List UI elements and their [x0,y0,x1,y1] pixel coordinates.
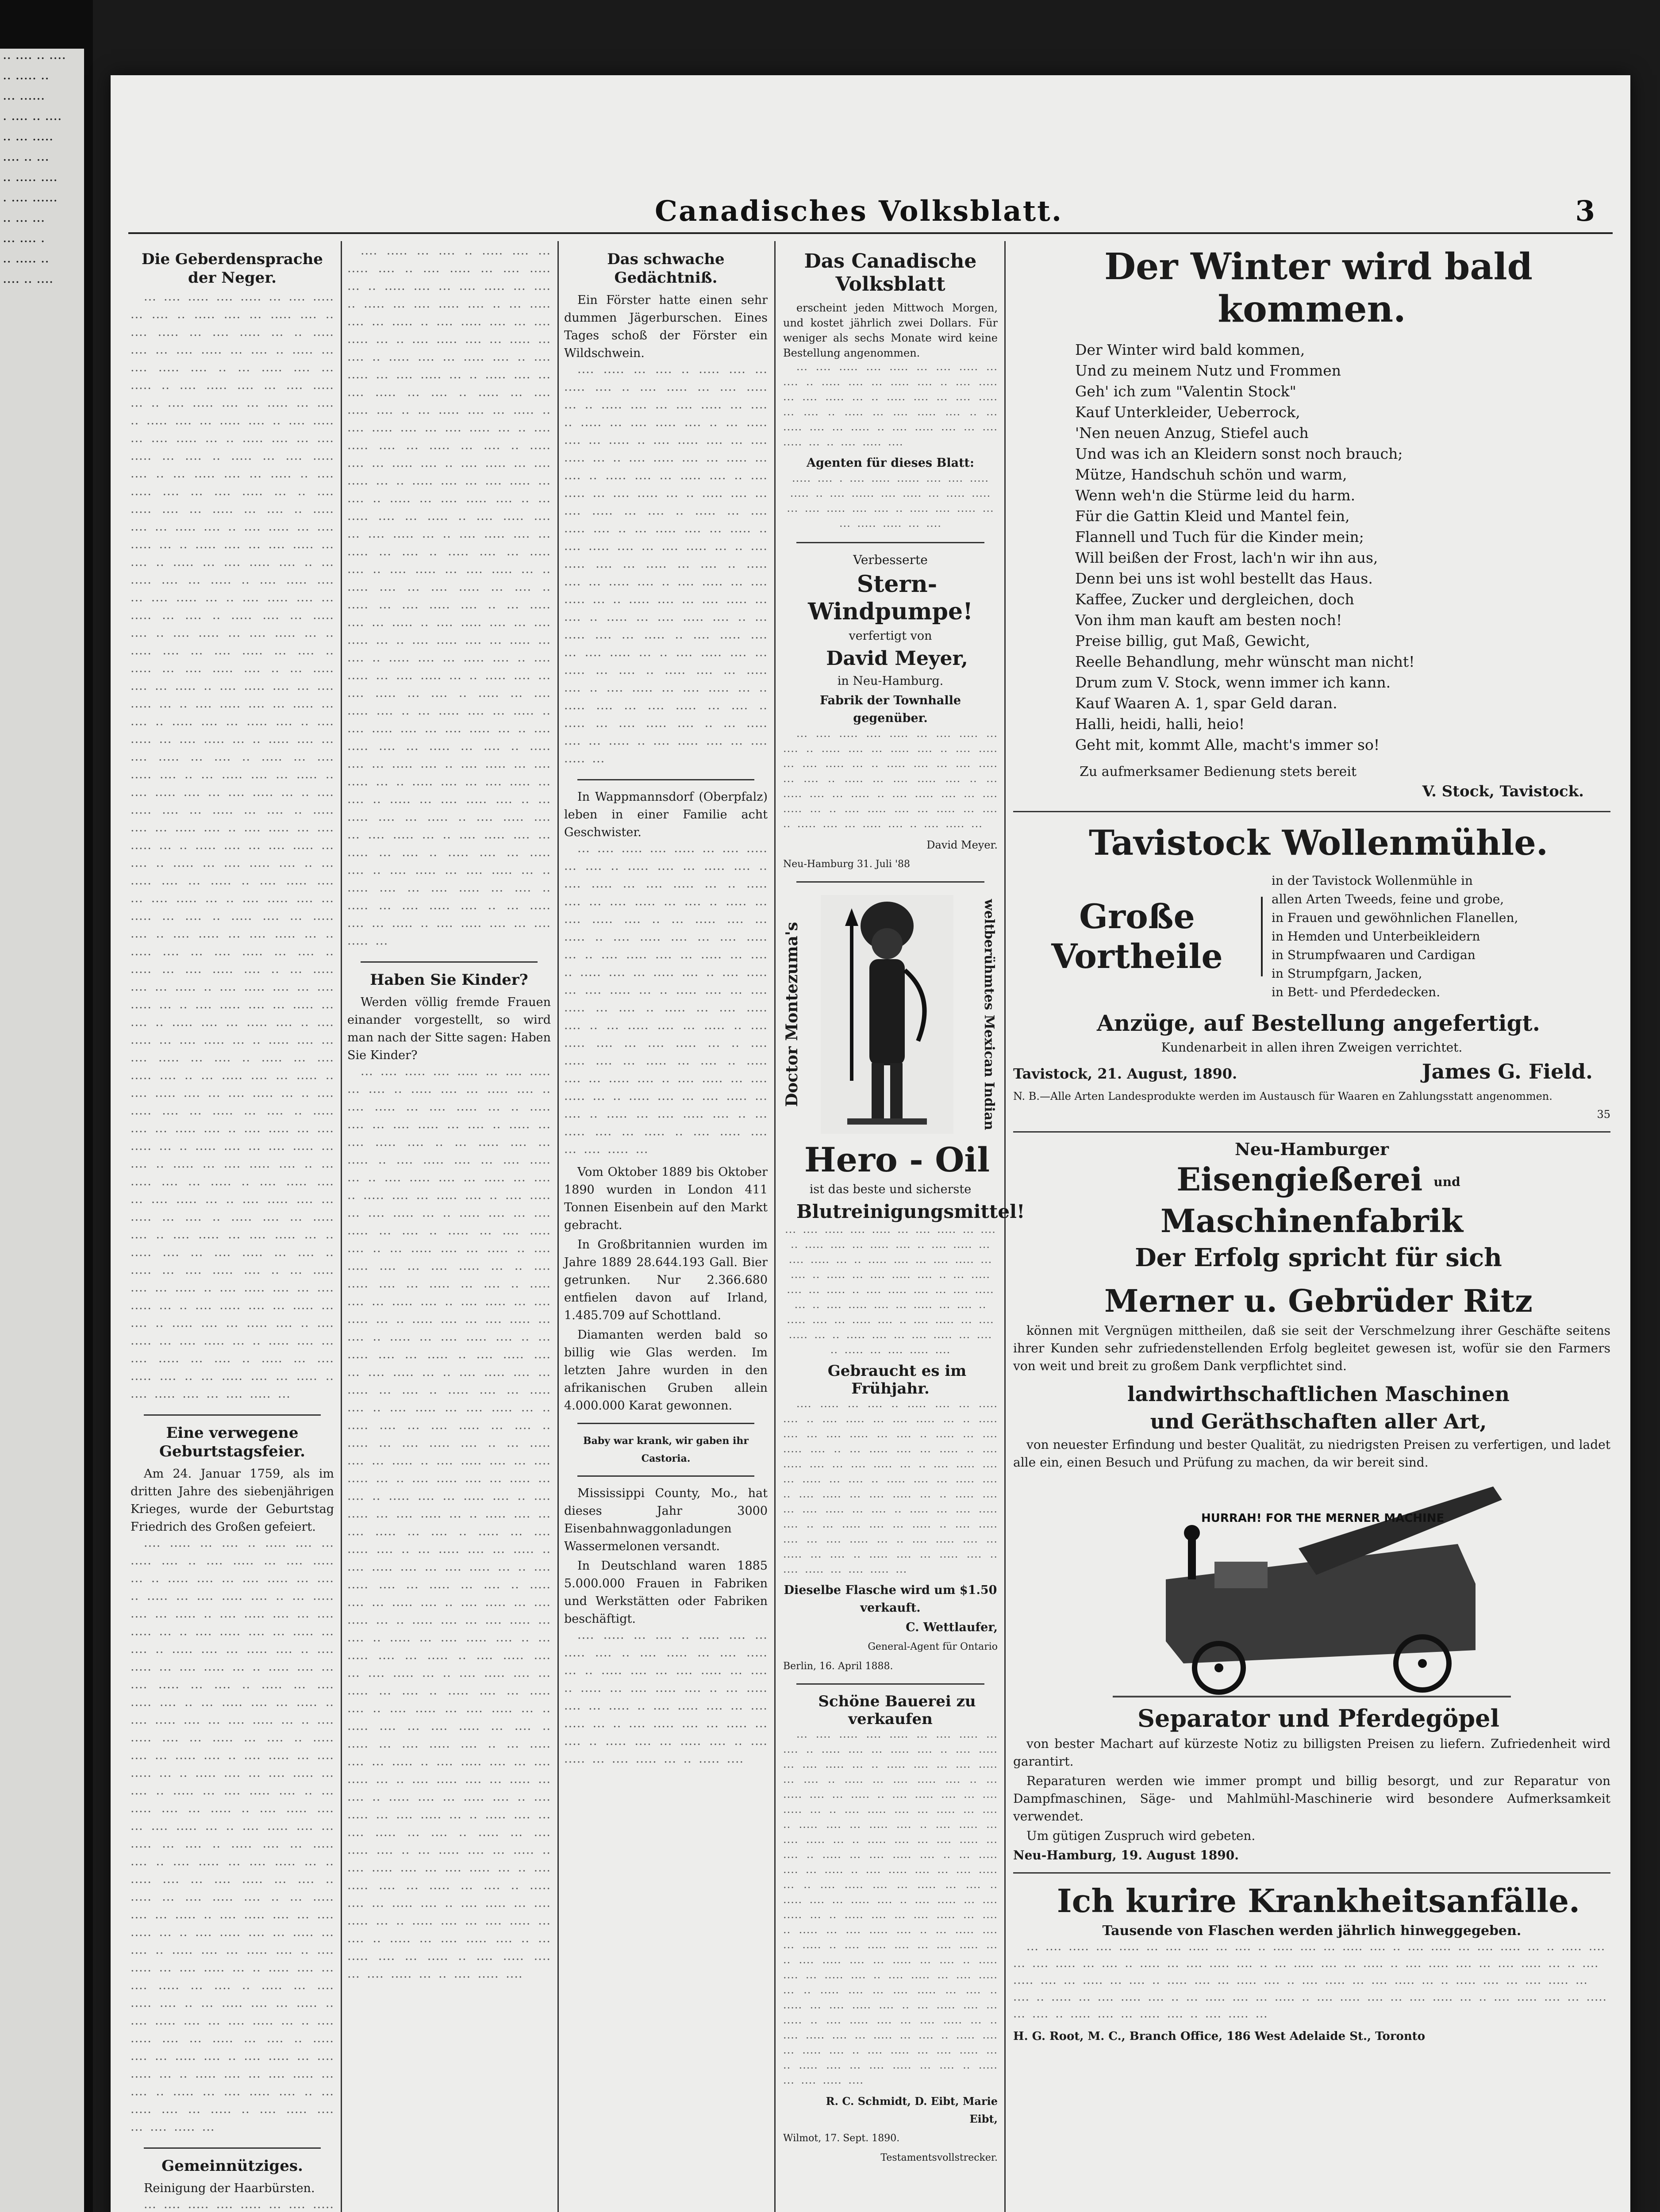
montezuma-right-label: weltberühmtes Mexican Indian [981,899,997,1130]
nh-text5: Um gütigen Zuspruch wird gebeten. [1026,1828,1256,1843]
agents-title: Agenten für dieses Blatt: [807,456,974,470]
article-text: ···· ····· ··· ···· ·· ····· ···· ··· ····· ···· ·· ···· ····· ··· ···· ····· ··· ·· ····· ···· ··· ···· ····· ··· ···· ·· ····· ··· ···· ····· ···· ·· ··· ····· ···· ··· ····· ·· ···· ····· ···· ··· ···· ····· ··· ·· ···· ····· ···· ··· ····· ··· ···· ·· ····· ···· ··· ····· ···· ·· ···· ····· ··· ···· ····· ··· ·· ····· ···· [564,1632,768,1769]
header-rule [128,232,1613,234]
poem-line: Der Winter wird bald kommen, [1075,341,1305,358]
winter-poem [1013,339,1610,755]
pump-date: Neu-Hamburg 31. Juli '88 [783,859,910,870]
winter-signature: V. Stock, Tavistock. [1422,783,1584,800]
column-divider [1004,241,1006,2212]
tavistock-list-item: in Frauen und gewöhnlichen Flanellen, [1272,910,1518,925]
article-text: Diamanten werden bald so billig wie Glas werden. Im letzten Jahre wurden in den afrikanischen Gruben allein 4.000.000 Karat gewonnen. [564,1328,768,1413]
article-heading: Das schwache Gedächtniß. [607,250,725,287]
column-3 [564,246,768,2212]
bauerei-title: Schöne Bauerei zu verkaufen [818,1693,976,1728]
article-text: ···· ····· ··· ···· ·· ····· ···· ··· ····· ···· ·· ···· ····· ··· ···· ····· ··· ·· ····· ···· ··· ···· ····· ··· ···· ·· ····· ··· ···· ····· ···· ·· ··· ····· ···· ··· ····· ·· ···· ····· ···· ··· ···· ····· ··· ·· ···· ····· ···· ··· ····· ··· ···· ·· ····· ···· ··· ····· ···· ·· ···· ····· ··· ···· ····· ··· ·· ····· ···· ··· ···· ····· ··· ···· ·· ····· ··· ···· ····· ···· ·· ··· ····· ···· ··· ····· ·· ···· ····· ···· ··· ···· ····· ··· ·· ···· ····· ···· ··· ····· ··· ···· ·· ····· ···· ··· ····· ···· ·· ···· ····· ··· ···· ····· ··· ·· ····· ···· ··· ···· ····· ··· ···· ·· ····· ··· ···· ····· ···· ·· ··· ····· ···· ··· ····· ·· ···· ····· ···· ··· ···· ····· ··· ·· ···· ····· ···· ··· ····· ··· ···· ·· ····· ···· ··· ····· ···· ·· ···· ····· ··· ···· ····· ··· ·· ····· ···· ··· ···· ····· ··· ···· ·· ····· ··· ···· ····· ···· ·· ··· ····· ···· ··· ····· ·· ···· ····· ···· ··· ···· ····· ··· ·· ···· ····· ···· ··· ····· ··· ···· ·· ····· ···· ··· ····· ···· ·· ···· ····· ··· ···· ····· ··· ·· ····· ···· ··· ···· ····· ··· ···· ·· ····· ··· ···· ····· ···· ·· ··· ····· ···· ··· ····· ·· ···· ····· ···· ··· ···· ····· ··· ·· ···· ····· ···· ··· ····· ··· ···· ·· ····· ···· ··· ····· ···· ·· ···· ····· ··· ···· ····· ··· ·· ····· ···· ··· ···· ····· ··· ···· ·· ····· ··· ···· ····· ···· ·· ··· ····· ···· ··· ····· ·· ···· ····· ···· ··· ···· ····· ··· [131,1540,334,2137]
tavistock-anzuge: Anzüge, auf Bestellung angefertigt. [1096,1010,1541,1036]
article-heading: Haben Sie Kinder? [370,971,528,989]
tavistock-nb: N. B.—Alle Arten Landesprodukte werden im Austausch für Waaren en Zahlungsstatt angenommen. [1013,1090,1552,1102]
article-text: Reinigung der Haarbürsten. [144,2181,315,2195]
pump-factory: Fabrik der Townhalle gegenüber. [819,694,961,725]
hero-oil-agent: C. Wettlaufer, [906,1621,998,1634]
tavistock-signature: James G. Field. [1422,1060,1593,1083]
pump-maker: David Meyer, [826,647,968,670]
pump-title: Stern-Windpumpe! [808,571,973,625]
article-separator [796,1683,984,1685]
gebrauch-heading: Gebraucht es im Frühjahr. [827,1362,967,1398]
article-separator [796,542,984,543]
nh-date: Neu-Hamburg, 19. August 1890. [1013,1848,1239,1863]
cure-text: ··· ···· ····· ···· ····· ··· ···· ····· ··· ···· ·· ····· ···· ··· ····· ···· ·· ···· ····· ··· ···· ····· ··· ·· ····· ···· ··· ···· ····· ··· ···· ·· ····· ··· ···· ····· ···· ·· ··· ····· ···· ··· ····· ·· ···· ····· ···· ··· ···· ····· ··· ·· ···· ····· ···· ··· ····· ··· ···· ·· ····· ···· ··· ····· ···· ·· ···· ····· ··· ···· ····· ··· ·· ····· ···· ··· ···· ····· ··· ···· ·· ····· ··· ···· ····· ···· ·· ··· ····· ···· ··· ····· ·· ···· ····· ···· ··· ···· ····· ··· ·· ···· ····· ···· ··· ····· ··· ···· ·· ····· ···· ··· ····· ···· ·· ···· ····· ··· [1013,1943,1607,2024]
tavistock-vorteile: Große Vortheile [1013,897,1263,976]
article-text: In Deutschland waren 1885 5.000.000 Frauen in Fabriken und Werkstätten oder Fabriken beschäftigt. [564,1559,768,1626]
poem-line: 'Nen neuen Anzug, Stiefel auch [1075,424,1309,442]
bauerei-place: Wilmot, 17. Sept. 1890. [783,2133,900,2144]
tavistock-date: Tavistock, 21. August, 1890. [1013,1065,1237,1082]
tavistock-title: Tavistock Wollenmühle. [1089,823,1548,863]
tavistock-signature-row [1013,1060,1610,1083]
tavistock-list-item: in Hemden und Unterbeikleidern [1272,929,1480,944]
article-heading: Gemeinnütziges. [161,2157,303,2175]
newspaper-title: Canadisches Volksblatt. [655,195,1063,228]
winter-service: Zu aufmerksamer Bedienung stets bereit [1080,764,1357,780]
article-text: ···· ····· ··· ···· ·· ····· ···· ··· ····· ···· ·· ···· ····· ··· ···· ····· ··· ·· ····· ···· ··· ···· ····· ··· ···· ·· ····· ··· ···· ····· ···· ·· ··· ····· ···· ··· ····· ·· ···· ····· ···· ··· ···· ····· ··· ·· ···· ····· ···· ··· ····· ··· ···· ·· ····· ···· ··· ····· ···· ·· ···· ····· ··· ···· ····· ··· ·· ····· ···· ··· ···· ····· ··· ···· ·· ····· ··· ···· ····· ···· ·· ··· ····· ···· ··· ····· ·· ···· ····· ···· ··· ···· ····· ··· ·· ···· ····· ···· ··· ····· ··· ···· ·· ····· ···· ··· ····· ···· ·· ···· ····· ··· ···· ····· ··· ·· ····· ···· ··· ···· ····· ··· ···· ·· ····· ··· ···· ····· ···· ·· ··· ····· ···· ··· ····· ·· ···· ····· ···· ··· ···· ····· ··· ·· ···· ····· ···· ··· ····· ··· ···· ·· ····· ···· ··· ····· ···· ·· ···· ····· ··· ···· ····· ··· ·· ····· ···· ··· ···· ····· ··· ···· ·· ····· ··· ···· ····· ···· ·· ··· ····· ···· ··· ····· ·· ···· ····· ···· ··· ···· ····· ··· [564,366,768,769]
article-text: Mississippi County, Mo., hat dieses Jahr 3000 Eisenbahnwaggonladungen Wassermelonen versandt. [564,1486,768,1553]
bauerei-text: ··· ···· ····· ···· ····· ··· ···· ····· ··· ···· ·· ····· ···· ··· ····· ···· ·· ···· ····· ··· ···· ····· ··· ·· ····· ···· ··· ···· ····· ··· ···· ·· ····· ··· ···· ····· ···· ·· ··· ····· ···· ··· ····· ·· ···· ····· ···· ··· ···· ····· ··· ·· ···· ····· ···· ··· ····· ··· ···· ·· ····· ···· ··· ····· ···· ·· ···· ····· ··· ···· ····· ··· ·· ····· ···· ··· ···· ····· ··· ···· ·· ····· ··· ···· ····· ···· ·· ··· ····· ···· ··· ····· ·· ···· ····· ···· ··· ···· ····· ··· ·· ···· ····· ···· ··· ····· ··· ···· ·· ····· ···· ··· ····· ···· ·· ···· ····· ··· ···· ····· ··· ·· ····· ···· ··· ···· ····· ··· ···· ·· ····· ··· ···· ····· ···· ·· ··· ····· ···· ··· ····· ·· ···· ····· ···· ··· ···· ····· ··· ·· ···· ····· ···· ··· ····· ··· ···· ·· ····· ···· ··· ····· ···· ·· ···· ····· ··· ···· ····· ··· ·· ····· ···· ··· ···· ····· ··· ···· ·· ····· ··· ···· ····· ···· ·· ··· ····· ···· ··· ····· ·· ···· ····· ···· ··· ···· ····· ··· ·· ···· ····· ···· ··· ····· ··· ···· ·· ····· ···· ··· ····· ···· ·· ···· ····· ··· ···· ····· ··· ·· ····· ···· ··· ···· ····· ··· ···· ·· ····· ··· ···· ····· ···· [783,1731,998,2089]
nh-und: und [1433,1175,1460,1189]
hero-oil-agent-title: General-Agent für Ontario [868,1641,998,1652]
bauerei-role: Testamentsvollstrecker. [880,2152,998,2163]
nh-firm: Merner u. Gebrüder Ritz [1104,1283,1533,1319]
newspaper-page [111,75,1630,2212]
cure-sub: Tausende von Flaschen werden jährlich hinweggegeben. [1102,1923,1522,1939]
tavistock-num: 35 [1597,1108,1610,1121]
agents-list: ····· ···· · ···· ····· ······ ···· ···· ····· ····· ·· ···· ······ ···· ····· ··· ····· ····· ··· ···· ····· ···· ···· ·· ····· ···· ····· ··· ··· ····· ····· ··· ···· [787,475,994,533]
nh-text4: Reparaturen werden wie immer prompt und billig besorgt, und zur Reparatur von Dampfmaschinen, Säge- und Mahlmühl-Maschinerie wird besondere Aufmerksamkeit verwendet. [1013,1774,1610,1824]
volksblatt-heading: Das Canadische Volksblatt [804,250,977,296]
article-text: Vom Oktober 1889 bis Oktober 1890 wurden in London 411 Tonnen Eisenbein auf den Markt gebracht. [564,1165,768,1232]
column-5 [1013,246,1610,2212]
poem-line: Geht mit, kommt Alle, macht's immer so! [1075,736,1380,753]
winter-title: Der Winter wird bald kommen. [1104,246,1533,330]
poem-line: Flannell und Tuch für die Kinder mein; [1075,528,1364,545]
pump-maker-label: verfertigt von [849,629,932,643]
article-separator [577,779,754,780]
article-separator [361,961,538,963]
nh-land1: landwirthschaftlichen Maschinen [1127,1382,1510,1406]
poem-line: Kauf Waaren A. 1, spar Geld daran. [1075,695,1337,712]
article-separator [1013,811,1610,812]
masthead [111,195,1630,230]
poem-line: Reelle Behandlung, mehr wünscht man nicht! [1075,653,1415,670]
article-separator [577,1423,754,1424]
nh-title-a: Eisengießerei [1176,1160,1423,1198]
nh-pre: Neu-Hamburger [1234,1139,1389,1159]
nh-erfolg: Der Erfolg spricht für sich [1135,1243,1502,1272]
hero-oil-title: Hero - Oil [804,1140,990,1179]
article-separator [144,1414,321,1416]
column-divider [341,241,342,2212]
article-text: ··· ···· ····· ···· ····· ··· ···· ····· ··· ···· ·· ····· ···· ··· ····· ···· ·· ···· ····· ··· ···· ····· ··· ·· ····· ···· ··· ···· ····· ··· ···· ·· ····· ··· ···· ····· ···· ·· ··· ····· ···· ··· ····· ·· ···· ····· ···· ··· ···· ····· ··· ·· ···· ····· ···· ··· ····· ··· ···· ·· ····· ···· ··· ····· ···· ·· ···· ····· ··· ···· ····· ··· ·· ····· ···· ··· ···· ····· ··· ···· ·· ····· ··· ···· ····· ···· ·· ··· ····· ···· ··· ····· ·· ···· ····· ···· ··· ···· ····· ··· ·· ···· ····· ···· ··· ····· ··· ···· ·· ····· ···· ··· ····· ···· ·· ···· ····· ··· ···· ····· ··· ·· ····· ···· ··· ···· ····· ··· ···· ·· ····· ··· ···· ····· ···· ·· ··· ····· ···· ··· ····· ·· ···· ····· ···· ··· ···· ····· ··· [564,845,768,1160]
page-number: 3 [1575,195,1595,228]
adjacent-page-strip: ·· ···· ·· ···· ·· ····· ·· ··· ······ · ···· ·· ···· ·· ··· ····· ···· ·· ··· ·· ····· ···· · ···· ······ ·· ··· ··· ··· ···· · ·· ····· ·· ···· ·· ···· [0,49,84,2212]
hero-oil-text: ··· ···· ····· ···· ····· ··· ···· ····· ··· ···· ·· ····· ···· ··· ····· ···· ·· ···· ····· ··· ···· ····· ··· ·· ····· ···· ··· ···· ····· ··· ···· ·· ····· ··· ···· ····· ···· ·· ··· ····· ···· ··· ····· ·· ···· ····· ···· ··· ···· ····· ··· ·· ···· ····· ···· ··· ····· ··· ···· ·· ····· ···· ··· ····· ···· ·· ···· ····· ··· ···· ····· ··· ·· ····· ···· ··· ···· ····· ··· ···· ·· ····· ··· ···· ····· ···· [785,1226,996,1359]
tavistock-list [1263,872,1518,1002]
nh-title-b: Maschinenfabrik [1160,1202,1464,1240]
indian-figure-icon [821,895,953,1134]
poem-line: Kauf Unterkleider, Ueberrock, [1075,403,1300,421]
article-text: Am 24. Januar 1759, als im dritten Jahre des siebenjährigen Krieges, wurde der Geburtstag Friedrich des Großen gefeiert. [131,1467,334,1534]
article-separator [1013,1872,1610,1874]
poem-line: Kaffee, Zucker und dergleichen, doch [1075,591,1354,608]
article-text: In Großbritannien wurden im Jahre 1889 28.644.193 Gall. Bier getrunken. Nur 2.366.680 entfielen davon auf Irland, 1.485.709 auf Schottland. [564,1238,768,1322]
article-heading: Die Geberdensprache der Neger. [142,250,323,287]
machine-label: HURRAH! FOR THE MERNER MACHINE [1201,1512,1445,1525]
article-heading: Eine verwegene Geburtstagsfeier. [159,1424,305,1460]
poem-line: Will beißen der Frost, lach'n wir ihn aus, [1075,549,1378,566]
poem-line: Denn bei uns ist wohl bestellt das Haus. [1075,570,1373,587]
tavistock-list-item: in Bett- und Pferdedecken. [1272,985,1441,999]
tavistock-kunden: Kundenarbeit in allen ihren Zweigen verrichtet. [1161,1040,1463,1055]
column-divider [774,241,776,2212]
nh-separator: Separator und Pferdegöpel [1137,1704,1499,1732]
threshing-machine-icon [1113,1473,1511,1703]
nh-text2: von neuester Erfindung und bester Qualität, zu niedrigsten Preisen zu verfertigen, und ladet alle ein, einen Besuch und Prüfung zu machen, da wir bereit sind. [1013,1437,1610,1470]
tavistock-list-item: allen Arten Tweeds, feine und grobe, [1272,892,1504,906]
nh-text3: von bester Machart auf kürzeste Notiz zu billigsten Preisen zu liefern. Zufriedenheit wird garantirt. [1013,1736,1610,1769]
article-separator [796,881,984,883]
cure-title: Ich kurire Krankheitsanfälle. [1057,1882,1580,1920]
poem-line: Geh' ich zum "Valentin Stock" [1075,383,1296,400]
tavistock-list-item: in Strumpfwaaren und Cardigan [1272,948,1476,962]
column-2 [347,246,551,2212]
poem-line: Drum zum V. Stock, wenn immer ich kann. [1075,674,1391,691]
nh-land2: und Geräthschaften aller Art, [1150,1409,1487,1433]
pump-signature: David Meyer. [926,839,998,851]
article-separator [1013,1131,1610,1133]
poem-line: Und was ich an Kleidern sonst noch brauch; [1075,445,1403,462]
castoria-notice: Baby war krank, wir gaben ihr Castoria. [583,1435,749,1464]
hero-oil-text-2: ···· ····· ··· ···· ·· ····· ···· ··· ····· ···· ·· ···· ····· ··· ···· ····· ··· ·· ····· ···· ··· ···· ····· ··· ···· ·· ····· ··· ···· ····· ···· ·· ··· ····· ···· ··· ····· ·· ···· ····· ···· ··· ···· ····· ··· ·· ···· ····· ···· ··· ····· ··· ···· ·· ····· ···· ··· ····· ···· ·· ···· ····· ··· ···· ····· ··· ·· ····· ···· ··· ···· ····· ··· ···· ·· ····· ··· ···· ····· ···· ·· ··· ····· ···· ··· ····· ·· ···· ····· ···· ··· ···· ····· ··· ·· ···· ····· ···· ··· ····· ··· ···· ·· ····· ···· ··· ····· ···· ·· ···· ····· ··· ···· ····· ··· [783,1401,998,1578]
tavistock-list-item: in Strumpfgarn, Jacken, [1272,966,1422,981]
bauerei-signature: R. C. Schmidt, D. Eibt, Marie Eibt, [826,2095,998,2125]
article-separator [144,2147,321,2149]
cure-address: H. G. Root, M. C., Branch Office, 186 West Adelaide St., Toronto [1013,2030,1426,2043]
poem-line: Und zu meinem Nutz und Frommen [1075,362,1341,379]
article-text: In Wappmannsdorf (Oberpfalz) leben in einer Familie acht Geschwister. [564,790,768,839]
pump-pre: Verbesserte [853,553,928,567]
article-separator [577,1475,754,1477]
column-4 [783,246,1025,2212]
article-text: Werden völlig fremde Frauen einander vorgestellt, so wird man nach der Sitte sagen: Haben Sie Kinder? [347,995,551,1062]
article-text: ··· ···· ····· ···· ····· ··· ···· ····· ··· ···· ·· ····· ···· ··· ····· ···· ·· ···· ····· ··· ···· ····· ··· ·· ····· ···· ··· ···· ····· ··· ···· ·· ····· ··· ···· ····· ···· ·· ··· ····· ···· ··· ····· ·· ···· ····· ···· ··· ···· ····· ··· ·· ···· ····· ···· ··· ····· ··· ···· ·· ····· ···· ··· ····· ···· ·· ···· ····· ··· ···· ····· ··· ·· ····· ···· ··· ···· ····· ··· ···· ·· ····· ··· ···· ····· ···· ·· ··· ····· ···· ··· ····· ·· ···· ····· ···· ··· ···· ····· ··· ·· ···· ····· ···· ··· ····· ··· ···· ·· ····· ···· ··· ····· ···· ·· ···· ····· ··· ···· ····· ··· ·· ····· ···· ··· ···· ····· ··· ···· ·· ····· ··· ···· ····· ···· ·· ··· ····· ···· ··· ····· ·· ···· ····· ···· ··· ···· ····· ··· ·· ···· ····· ···· ··· ····· ··· ···· ·· ····· ···· ··· ····· ···· ·· ···· ····· ··· ···· ····· ··· ·· ····· ···· ··· ···· ····· ··· ···· ·· ····· ··· ···· ····· ···· ·· ··· ····· ···· ··· ····· ·· ···· ····· ···· ··· ···· ····· ··· ·· ···· ····· ···· ··· ····· ··· ···· ·· ····· ···· ··· ····· ···· ·· ···· ····· ··· ···· ····· ··· ·· ····· ···· ··· ···· ····· ··· ···· ·· ····· ··· ···· ····· ···· ·· ··· ····· ···· ··· ····· ·· ···· ····· ···· ··· ···· ····· ··· ·· ···· ····· ···· ··· ····· ··· ···· ·· ····· ···· ··· ····· ···· ·· ···· ····· ··· ···· ····· ··· ·· ····· ···· ··· ···· ····· ··· ···· ·· ····· ··· ···· ····· ···· ·· ··· ····· ···· ··· ····· ·· ···· ····· ···· ··· ···· ····· ··· ·· ···· ····· ···· ··· ····· ··· ···· ·· ····· ···· ··· ····· ···· ·· ···· ····· ··· ···· ····· ··· ·· ····· ···· ··· ···· ····· ··· ···· ·· ····· ··· ···· ····· ···· ·· ··· ····· ···· ··· ····· ·· ···· ····· ···· ··· ···· ····· ··· ·· ···· ····· ···· ··· ····· ··· ···· ·· ····· ···· ··· ····· ···· ·· ···· ····· ··· ···· ····· ··· ·· ····· ···· ··· ···· ····· ··· ···· ·· ····· ··· ···· ····· ···· ·· ··· ····· ···· ··· ····· ·· ···· ····· ···· ··· ···· ····· ··· ·· ···· ····· ···· ··· ····· ··· ···· ·· ····· ···· ··· ····· ···· ·· ···· ····· ··· ···· ····· ··· ·· ····· ···· ··· ···· ····· ··· ···· ·· ····· ··· ···· ····· ···· ·· ··· ····· ···· ··· ····· ·· ···· ····· ···· ··· ···· ····· ··· ·· ···· ····· ···· ··· ····· ··· ···· ·· ····· ···· ··· ····· ···· ·· ···· ····· ··· ···· ····· ··· ·· ····· ···· ··· ···· ····· ··· ···· ·· ····· ··· ···· ····· ···· ·· ··· ····· ···· ··· ····· ·· ···· ····· ···· ··· ···· ····· ··· ·· ···· ····· ···· ··· ····· ··· ···· ·· ····· ···· ··· ····· ···· ·· ···· ····· ··· ···· ····· ··· ·· ····· ···· ··· ···· ····· ··· ···· ·· ····· ··· ···· ····· ···· ·· ··· ····· ···· ··· ····· ·· ···· ····· ···· ··· ···· ····· ··· [131,293,334,1404]
pump-text: ··· ···· ····· ···· ····· ··· ···· ····· ··· ···· ·· ····· ···· ··· ····· ···· ·· ···· ····· ··· ···· ····· ··· ·· ····· ···· ··· ···· ····· ··· ···· ·· ····· ··· ···· ····· ···· ·· ··· ····· ···· ··· ····· ·· ···· ····· ···· ··· ···· ····· ··· ·· ···· ····· ···· ··· ····· ··· ···· ·· ····· ···· ··· ····· ···· ·· ···· ····· ··· [783,730,998,833]
article-text: ··· ···· ····· ···· ····· ··· ···· ····· [144,2201,334,2212]
hero-oil-sub1: ist das beste und sicherste [809,1183,972,1196]
hero-oil-date: Berlin, 16. April 1888. [783,1661,893,1672]
poem-line: Mütze, Handschuh schön und warm, [1075,466,1347,483]
column-divider [557,241,559,2212]
tavistock-offer [1013,872,1610,1002]
article-text: ··· ···· ····· ···· ····· ··· ···· ····· ··· ···· ·· ····· ···· ··· ····· ···· ·· ···· ····· ··· ···· ····· ··· ·· ····· ···· ··· ···· ····· ··· ···· ·· ····· ··· ···· ····· ···· ·· ··· ····· ···· ··· ····· ·· ···· ····· ···· ··· ···· ····· ··· ·· ···· ····· ···· ··· ····· ··· ···· ·· ····· ···· ··· ····· ···· ·· ···· ····· ··· ···· ····· ··· ·· ····· ···· ··· ···· ····· ··· ···· ·· ····· ··· ···· ····· ···· ·· ··· ····· ···· ··· ····· ·· ···· ····· ···· ··· ···· ····· ··· ·· ···· ····· ···· ··· ····· ··· ···· ·· ····· ···· ··· ····· ···· ·· ···· ····· ··· ···· ····· ··· ·· ····· ···· ··· ···· ····· ··· ···· ·· ····· ··· ···· ····· ···· ·· ··· ····· ···· ··· ····· ·· ···· ····· ···· ··· ···· ····· ··· ·· ···· ····· ···· ··· ····· ··· ···· ·· ····· ···· ··· ····· ···· ·· ···· ····· ··· ···· ····· ··· ·· ····· ···· ··· ···· ····· ··· ···· ·· ····· ··· ···· ····· ···· ·· ··· ····· ···· ··· ····· ·· ···· ····· ···· ··· ···· ····· ··· ·· ···· ····· ···· ··· ····· ··· ···· ·· ····· ···· ··· ····· ···· ·· ···· ····· ··· ···· ····· ··· ·· ····· ···· ··· ···· ····· ··· ···· ·· ····· ··· ···· ····· ···· ·· ··· ····· ···· ··· ····· ·· ···· ····· ···· ··· ···· ····· ··· ·· ···· ····· ···· ··· ····· ··· ···· ·· ····· ···· ··· ····· ···· ·· ···· ····· ··· ···· ····· ··· ·· ····· ···· ··· ···· ····· ··· ···· ·· ····· ··· ···· ····· ···· ·· ··· ····· ···· ··· ····· ·· ···· ····· ···· ··· ···· ····· ··· ·· ···· ····· ···· ··· ····· ··· ···· ·· ····· ···· ··· ····· ···· ·· ···· ····· ··· ···· ····· ··· ·· ····· ···· ··· ···· ····· ··· ···· ·· ····· ··· ···· ····· ···· ·· ··· ····· ···· ··· ····· ·· ···· ····· ···· ··· ···· ····· ··· ·· ···· ····· ···· ··· ····· ··· ···· ·· ····· ···· ··· ····· ···· ·· ···· ····· ··· ···· ····· ··· ·· ····· ···· ··· ···· ····· ··· ···· ·· ····· ··· ···· ····· ···· ·· ··· ····· ···· ··· ····· ·· ···· ····· ···· ··· ···· ····· ··· ·· ···· ····· ···· ··· ····· ··· ···· ·· ····· ···· ··· ····· ···· ·· ···· ····· ··· ···· ····· ··· ·· ····· ···· ··· ···· ····· ··· ···· ·· ····· ··· ···· ····· ···· ·· ··· ····· ···· ··· ····· ·· ···· ····· ···· ··· ···· ····· ··· ·· ···· ····· ···· [347,1068,551,1984]
hero-oil-price: Dieselbe Flasche wird um $1.50 verkauft. [784,1583,997,1615]
nh-title [1013,1160,1610,1240]
volksblatt-intro: erscheint jeden Mittwoch Morgen, und kostet jährlich zwei Dollars. Für weniger als sechs Monate wird keine Bestellung angenommen. [783,302,998,359]
volksblatt-terms: ··· ···· ····· ···· ····· ··· ···· ····· ··· ···· ·· ····· ···· ··· ····· ···· ·· ···· ····· ··· ···· ····· ··· ·· ····· ···· ··· ···· ····· ··· ···· ·· ····· ··· ···· ····· ···· ·· ··· ····· ···· ··· ····· ·· ···· ····· ···· ··· ···· ····· ··· ·· ···· ····· ···· [783,364,998,451]
poem-line: Halli, heidi, halli, heio! [1075,715,1245,733]
pump-place: in Neu-Hamburg. [837,674,944,688]
column-1 [131,246,334,2212]
article-text: Ein Förster hatte einen sehr dummen Jägerburschen. Eines Tages schoß der Förster ein Wildschwein. [564,293,768,360]
article-text: ···· ····· ··· ···· ·· ····· ···· ··· ····· ···· ·· ···· ····· ··· ···· ····· ··· ·· ····· ···· ··· ···· ····· ··· ···· ·· ····· ··· ···· ····· ···· ·· ··· ····· ···· ··· ····· ·· ···· ····· ···· ··· ···· ····· ··· ·· ···· ····· ···· ··· ····· ··· ···· ·· ····· ···· ··· ····· ···· ·· ···· ····· ··· ···· ····· ··· ·· ····· ···· ··· ···· ····· ··· ···· ·· ····· ··· ···· ····· ···· ·· ··· ····· ···· ··· ····· ·· ···· ····· ···· ··· ···· ····· ··· ·· ···· ····· ···· ··· ····· ··· ···· ·· ····· ···· ··· ····· ···· ·· ···· ····· ··· ···· ····· ··· ·· ····· ···· ··· ···· ····· ··· ···· ·· ····· ··· ···· ····· ···· ·· ··· ····· ···· ··· ····· ·· ···· ····· ···· ··· ···· ····· ··· ·· ···· ····· ···· ··· ····· ··· ···· ·· ····· ···· ··· ····· ···· ·· ···· ····· ··· ···· ····· ··· ·· ····· ···· ··· ···· ····· ··· ···· ·· ····· ··· ···· ····· ···· ·· ··· ····· ···· ··· ····· ·· ···· ····· ···· ··· ···· ····· ··· ·· ···· ····· ···· ··· ····· ··· ···· ·· ····· ···· ··· ····· ···· ·· ···· ····· ··· ···· ····· ··· ·· ····· ···· ··· ···· ····· ··· ···· ·· ····· ··· ···· ····· ···· ·· ··· ····· ···· ··· ····· ·· ···· ····· ···· ··· ···· ····· ··· ·· ···· ····· ···· ··· ····· ··· ···· ·· ····· ···· ··· ····· ···· ·· ···· ····· ··· ···· ····· ··· ·· ····· ···· ··· ···· ····· ··· ···· ·· ····· ··· ···· ····· ···· ·· ··· ····· ···· ··· ····· ·· ···· ····· ···· ··· ···· ····· ··· ·· ···· ····· ···· ··· ····· ··· ···· ·· ····· ···· ··· ····· ···· ·· ···· ····· ··· ···· ····· ··· ·· ····· ···· ··· ···· ····· ··· ···· ·· ····· ··· ···· ····· ···· ·· ··· ····· ···· ··· ····· ·· ···· ····· ···· ··· ···· ····· ··· [347,247,551,951]
poem-line: Wenn weh'n die Stürme leid du harm. [1075,487,1356,504]
poem-line: Für die Gattin Kleid und Mantel fein, [1075,507,1350,525]
tavistock-list-item: in der Tavistock Wollenmühle in [1272,873,1473,888]
hero-oil-illustration [783,891,998,1138]
hero-oil-sub2: Blutreinigungsmittel! [796,1201,1025,1222]
nh-text: können mit Vergnügen mittheilen, daß sie seit der Verschmelzung ihrer Geschäfte seitens ihrer Kunden sehr zufriedenstellenden Erfolg begleitet gewesen ist, wofür sie den Farmers von weit und breit zu großem Dank verpflichtet sind. [1013,1323,1610,1373]
montezuma-left-label: Doctor Montezuma's [783,922,801,1107]
poem-line: Von ihm man kauft am besten noch! [1075,611,1342,629]
poem-line: Preise billig, gut Maß, Gewicht, [1075,632,1310,649]
